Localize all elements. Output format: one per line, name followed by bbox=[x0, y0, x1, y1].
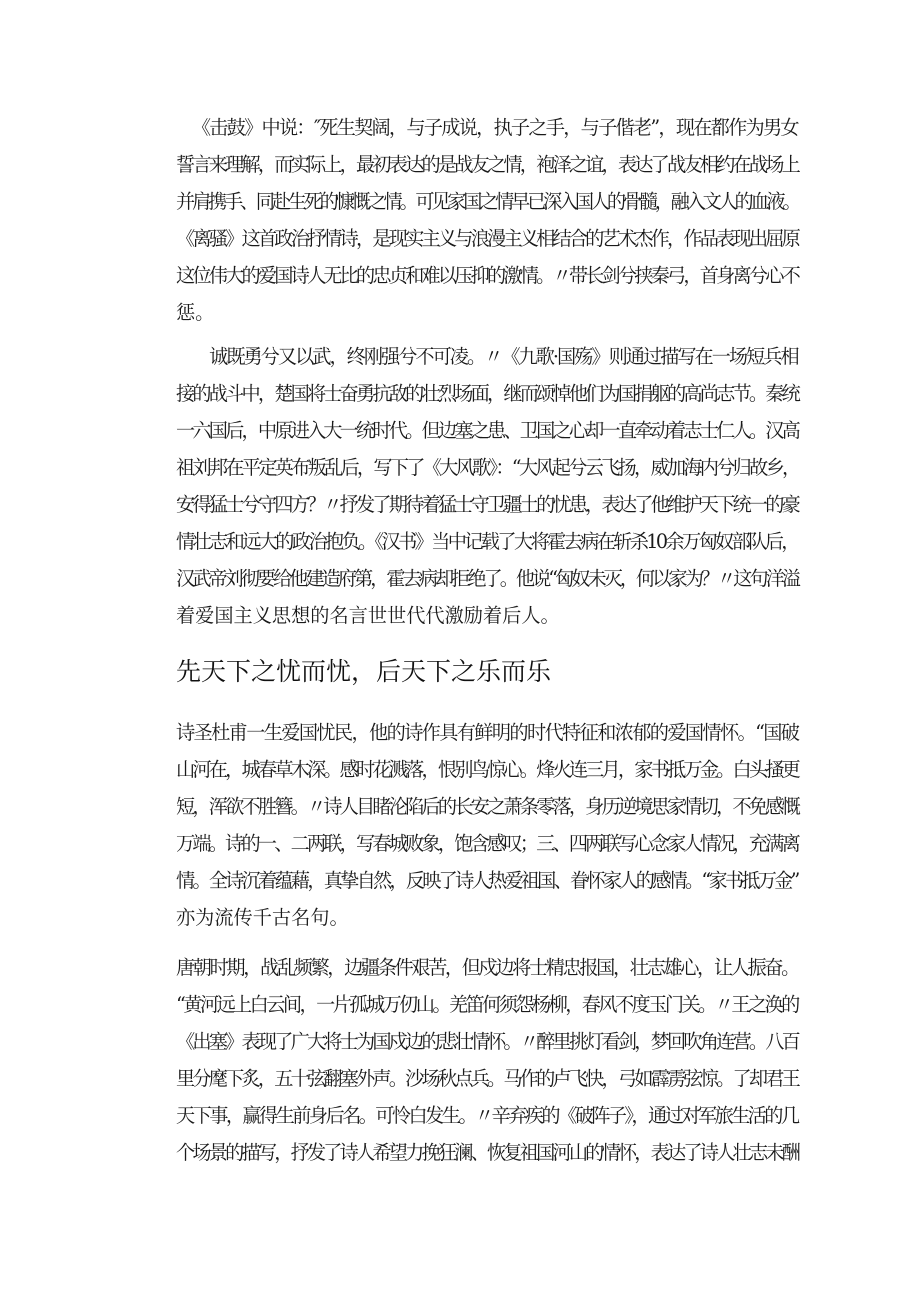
paragraph-1 bbox=[176, 109, 798, 331]
paragraph-line: 诗圣杜甫一生爱国忧民，他的诗作具有鲜明的时代特征和浓郁的爱国情怀。“国破 bbox=[176, 721, 799, 744]
paragraph-line: 情。全诗沉着蕴藉，真挚自然，反映了诗人热爱祖国、眷怀家人的感情。“家书抵万金” bbox=[176, 869, 798, 892]
paragraph-line: 里分麾下炙，五十弦翻塞外声。沙场秋点兵。马作的卢飞快，弓如霹雳弦惊。了却君王 bbox=[176, 1067, 798, 1090]
paragraph-line: 这位伟大的爱国诗人无比的忠贞和难以压抑的激情。〃带长剑兮挟秦弓，首身离兮心不 bbox=[176, 264, 798, 287]
section-heading: 先天下之忧而忧，后天下之乐而乐 bbox=[176, 657, 552, 686]
paragraph-line: 情壮志和远大的政治抱负。《汉书》当中记载了大将霍去病在斩杀10余万匈奴部队后， bbox=[176, 530, 798, 553]
paragraph-line: 汉武帝刘彻要给他建造府第，霍去病却拒绝了。他说“匈奴未灭，何以家为？〃这句洋溢 bbox=[176, 567, 798, 590]
paragraph-line: 万端。诗的一、二两联，写春城败象，饱含感叹；三、四两联写心念家人情况，充满离 bbox=[176, 832, 798, 855]
paragraph-line: 着爱国主义思想的名言世世代代激励着后人。 bbox=[176, 604, 560, 627]
paragraph-line: 祖刘邦在平定英布叛乱后，写下了《大风歌》：“大风起兮云飞扬，威加海内兮归故乡， bbox=[176, 456, 799, 479]
paragraph-line: 惩。 bbox=[176, 301, 215, 324]
paragraph-line: 誓言来理解，而实际上，最初表达的是战友之情，袍泽之谊，表达了战友相约在战场上 bbox=[176, 153, 798, 176]
paragraph-line: 亦为流传千古名句。 bbox=[176, 906, 349, 929]
paragraph-line: 天下事，赢得生前身后名。可怜白发生。〃辛弃疾的《破阵子》，通过对军旅生活的几 bbox=[176, 1104, 798, 1127]
paragraph-line: 安得猛士兮守四方？〃抒发了期待着猛士守卫疆土的忧患，表达了他维护天下统一的豪 bbox=[176, 493, 798, 516]
paragraph-line: 山河在，城春草木深。感时花溅落，恨别鸟惊心。烽火连三月，家书抵万金。白头搔更 bbox=[176, 758, 798, 781]
paragraph-line: 《离骚》这首政治抒情诗，是现实主义与浪漫主义相结合的艺术杰作，作品表现出屈原 bbox=[176, 227, 798, 250]
paragraph-3 bbox=[176, 714, 798, 936]
paragraph-line: 诚既勇兮又以武，终刚强兮不可凌。〃《九歌·国殇》则通过描写在一场短兵相 bbox=[192, 345, 798, 368]
paragraph-line: 个场景的描写，抒发了诗人希望力挽狂澜、恢复祖国河山的情怀，表达了诗人壮志未酬 bbox=[176, 1141, 798, 1164]
paragraph-line: 《击鼓》中说：″死生契阔，与子成说，执子之手，与子偕老”，现在都作为男女 bbox=[184, 116, 798, 139]
paragraph-line: 《出塞》表现了广大将士为国戍边的悲壮情怀。〃醉里挑灯看剑，梦回吹角连营。八百 bbox=[176, 1030, 798, 1053]
paragraph-2 bbox=[176, 338, 798, 634]
paragraph-line: 唐朝时期，战乱频繁，边疆条件艰苦，但戍边将士精忠报国，壮志雄心，让人振奋。 bbox=[176, 956, 798, 979]
paragraph-line: “黄河远上白云间，一片孤城万仞山。羌笛何须怨杨柳，春风不度玉门关。〃王之涣的 bbox=[176, 993, 798, 1016]
paragraph-line: 一六国后，中原进入大一统时代。但边塞之患、卫国之心却一直牵动着志士仁人。汉高 bbox=[176, 419, 798, 442]
paragraph-line: 接的战斗中，楚国将士奋勇抗敌的壮烈场面，继而颂悼他们为国捐躯的高尚志节。秦统 bbox=[176, 382, 798, 405]
paragraph-4 bbox=[176, 949, 798, 1171]
paragraph-line: 并肩携手、同赴生死的慷慨之情。可见家国之情早已深入国人的骨髓，融入文人的血液。 bbox=[176, 190, 799, 213]
paragraph-line: 短，浑欲不胜簪。〃诗人目睹沦陷后的长安之萧条零落，身历逆境思家情切，不免感慨 bbox=[176, 795, 798, 818]
